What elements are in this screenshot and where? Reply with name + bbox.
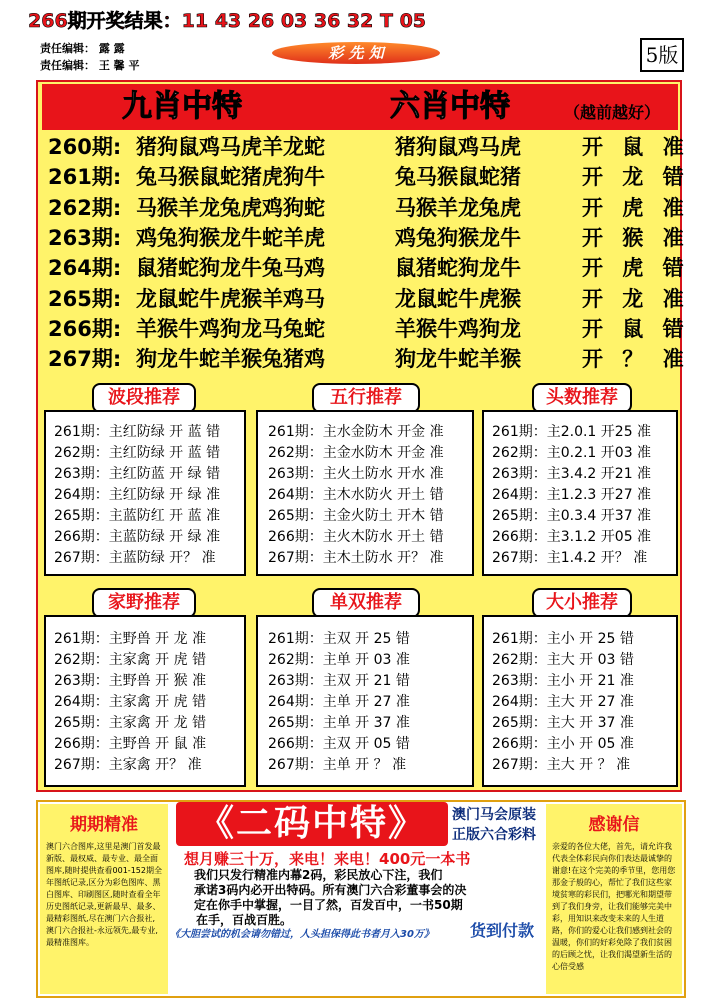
draw-outcome: 开 虎 准 xyxy=(582,195,690,220)
section-line: 264期：主木水防火 开土 错 xyxy=(268,487,444,503)
left-column xyxy=(40,804,168,994)
head-number-section-title: 头数推荐 xyxy=(532,383,632,413)
section-line: 261期：主小 开 25 错 xyxy=(492,631,634,647)
promo-line: 在手，百战百胜。 xyxy=(196,913,293,927)
right-column xyxy=(546,804,682,994)
draw-outcome: 开 鼠 准 xyxy=(582,135,690,159)
section-line: 261期：主野兽 开 龙 准 xyxy=(54,631,207,647)
draw-outcome: 开 ？ 准 xyxy=(582,347,690,372)
two-code-ad-title: 《二码中特》 xyxy=(176,802,448,846)
period-label: 264期: xyxy=(48,256,122,281)
odd-even-section-box xyxy=(256,615,474,787)
section-line: 263期：主3.4.2 开21 准 xyxy=(492,466,652,482)
section-line: 265期：主大 开 37 准 xyxy=(492,715,634,731)
editor-credit-2: 责任编辑： 王 馨 平 xyxy=(40,59,140,72)
draw-outcome: 开 龙 准 xyxy=(582,286,690,311)
section-line: 261期：主2.0.1 开25 准 xyxy=(492,424,652,440)
six-zodiac-list: 鼠猪蛇狗龙牛 xyxy=(395,256,521,281)
section-line: 264期：主红防绿 开 绿 准 xyxy=(54,487,221,503)
ad-slogan: 想月赚三十万，来电！来电！400元一本书 xyxy=(184,850,471,868)
macau-line-1: 澳门马会原装 xyxy=(452,807,536,823)
tagline: （越前越好） xyxy=(564,103,661,122)
draw-outcome: 开 龙 错 xyxy=(582,165,690,190)
section-line: 263期：主双 开 21 错 xyxy=(268,673,410,689)
section-line: 262期：主单 开 03 准 xyxy=(268,652,410,668)
nine-zodiac-list: 狗龙牛蛇羊猴兔猪鸡 xyxy=(136,347,325,372)
odd-even-section-title: 单双推荐 xyxy=(312,588,420,618)
guarantee-line: 《大胆尝试的机会请勿错过，人头担保得此书者月入30万》 xyxy=(170,929,434,940)
period-label: 260期: xyxy=(48,135,122,159)
left-column-text: 澳门六合图库,这里是澳门首发最新版、最权威、最专业、最全面图库,随时提供查看001-152期全年图纸记录,区分为彩色图库、黑白图库、印刷图区,随时查看全年历史图纸记录,更新最早、最多、最精彩图纸,尽在澳门六合报社,澳门六合报社-永远领先,最专业,最精准图库。 xyxy=(46,842,162,947)
big-small-section-title: 大小推荐 xyxy=(532,588,632,618)
section-line: 261期：主水金防木 开金 准 xyxy=(268,424,444,440)
section-line: 265期：主家禽 开 龙 错 xyxy=(54,715,207,731)
six-zodiac-list: 鸡兔狗猴龙牛 xyxy=(395,225,521,250)
section-line: 264期：主家禽 开 虎 错 xyxy=(54,694,207,710)
section-line: 262期：主家禽 开 虎 错 xyxy=(54,652,207,668)
section-line: 266期：主双 开 05 错 xyxy=(268,736,410,752)
nine-zodiac-list: 鼠猪蛇狗龙牛兔马鸡 xyxy=(136,256,325,281)
section-line: 263期：主野兽 开 猴 准 xyxy=(54,673,207,689)
nine-zodiac-list: 鸡兔狗猴龙牛蛇羊虎 xyxy=(136,225,325,250)
section-line: 267期：主1.4.2 开？ 准 xyxy=(492,550,648,566)
left-column-title: 期期精准 xyxy=(70,815,138,835)
section-line: 264期：主单 开 27 准 xyxy=(268,694,410,710)
masthead-badge: 彩 先 知 xyxy=(272,42,440,64)
promo-line: 我们只发行精准内幕2码，彩民放心下注，我们 xyxy=(194,868,443,882)
section-line: 267期：主大 开 ？ 准 xyxy=(492,757,631,773)
macau-line-2: 正版六合彩料 xyxy=(452,827,536,843)
draw-result-headline: 266期开奖结果：11 43 26 03 36 32 T 05 xyxy=(28,10,427,32)
section-line: 266期：主火木防水 开土 错 xyxy=(268,529,444,545)
period-label: 263期: xyxy=(48,225,122,250)
six-zodiac-list: 马猴羊龙兔虎 xyxy=(395,195,521,220)
section-line: 267期：主单 开 ？ 准 xyxy=(268,757,407,773)
wave-section-box xyxy=(44,410,246,576)
section-line: 265期：主0.3.4 开37 准 xyxy=(492,508,652,524)
draw-outcome: 开 猴 准 xyxy=(582,225,690,250)
section-line: 267期：主木土防水 开？ 准 xyxy=(268,550,444,566)
section-line: 262期：主大 开 03 错 xyxy=(492,652,634,668)
thank-you-title: 感谢信 xyxy=(588,815,640,835)
nine-zodiac-list: 羊猴牛鸡狗龙马兔蛇 xyxy=(136,316,325,341)
period-label: 266期: xyxy=(48,316,122,341)
promo-line: 定在你手中掌握，一目了然，百发百中，一书50期 xyxy=(194,898,463,912)
section-line: 266期：主野兽 开 鼠 准 xyxy=(54,736,207,752)
head-number-section-box xyxy=(482,410,678,576)
section-line: 264期：主大 开 27 准 xyxy=(492,694,634,710)
section-line: 263期：主火土防水 开水 准 xyxy=(268,466,444,482)
five-elements-section-title: 五行推荐 xyxy=(312,383,420,413)
section-line: 262期：主红防绿 开 蓝 错 xyxy=(54,445,221,461)
six-zodiac-list: 狗龙牛蛇羊猴 xyxy=(395,347,521,372)
six-zodiac-list: 猪狗鼠鸡马虎 xyxy=(395,135,521,159)
promo-line: 承诺3码内必开出特码。所有澳门六合彩董事会的决 xyxy=(194,883,467,897)
section-line: 266期：主小 开 05 准 xyxy=(492,736,634,752)
section-line: 261期：主红防绿 开 蓝 错 xyxy=(54,424,221,440)
section-line: 262期：主金水防木 开金 准 xyxy=(268,445,444,461)
nine-zodiac-title: 九肖中特 xyxy=(122,89,242,124)
section-line: 266期：主蓝防绿 开 绿 准 xyxy=(54,529,221,545)
section-line: 262期：主0.2.1 开03 准 xyxy=(492,445,652,461)
section-line: 263期：主红防蓝 开 绿 错 xyxy=(54,466,221,482)
draw-outcome: 开 鼠 错 xyxy=(582,316,690,341)
nine-zodiac-list: 兔马猴鼠蛇猪虎狗牛 xyxy=(136,165,325,190)
section-line: 263期：主小 开 21 准 xyxy=(492,673,634,689)
six-zodiac-list: 兔马猴鼠蛇猪 xyxy=(395,165,521,190)
draw-outcome: 开 虎 错 xyxy=(582,256,690,281)
domestic-wild-section-title: 家野推荐 xyxy=(92,588,196,618)
big-small-section-box xyxy=(482,615,678,787)
nine-zodiac-list: 猪狗鼠鸡马虎羊龙蛇 xyxy=(136,135,325,159)
thank-you-text: 亲爱的各位大佬，首先，请允许我代表全体彩民向你们表达最诚挚的谢意!在这个完美的季节里，您用您那金子般的心，帮忙了我们这些家境贫寒的彩民们，把哪光和期望带到了我们身旁，让我们能够完美中彩，用知识来改变未来的人生道路，你们的爱心让我们感到社会的温暖，你们的好彩免除了我们贫困的后顾之忧，让我们渴望新生活的心倍受感 xyxy=(552,842,676,971)
period-label: 265期: xyxy=(48,286,122,311)
six-zodiac-list: 羊猴牛鸡狗龙 xyxy=(395,316,521,341)
six-zodiac-title: 六肖中特 xyxy=(390,89,510,124)
edition-number: 5版 xyxy=(640,38,684,72)
period-label: 261期: xyxy=(48,165,122,190)
section-line: 266期：主3.1.2 开05 准 xyxy=(492,529,652,545)
section-line: 264期：主1.2.3 开27 准 xyxy=(492,487,652,503)
section-line: 261期：主双 开 25 错 xyxy=(268,631,410,647)
editor-credit-1: 责任编辑： 露 露 xyxy=(40,42,125,55)
nine-zodiac-list: 马猴羊龙兔虎鸡狗蛇 xyxy=(136,195,325,220)
nine-zodiac-list: 龙鼠蛇牛虎猴羊鸡马 xyxy=(136,286,325,311)
five-elements-section-box xyxy=(256,410,474,576)
cash-on-delivery: 货到付款 xyxy=(470,921,535,940)
period-label: 267期: xyxy=(48,347,122,372)
wave-section-title: 波段推荐 xyxy=(92,383,196,413)
section-line: 265期：主单 开 37 准 xyxy=(268,715,410,731)
section-line: 265期：主蓝防红 开 蓝 准 xyxy=(54,508,221,524)
period-label: 262期: xyxy=(48,195,122,220)
section-line: 267期：主蓝防绿 开？ 准 xyxy=(54,550,216,566)
section-line: 267期：主家禽 开？ 准 xyxy=(54,757,202,773)
section-line: 265期：主金火防土 开木 错 xyxy=(268,508,444,524)
domestic-wild-section-box xyxy=(44,615,246,787)
six-zodiac-list: 龙鼠蛇牛虎猴 xyxy=(395,286,521,311)
